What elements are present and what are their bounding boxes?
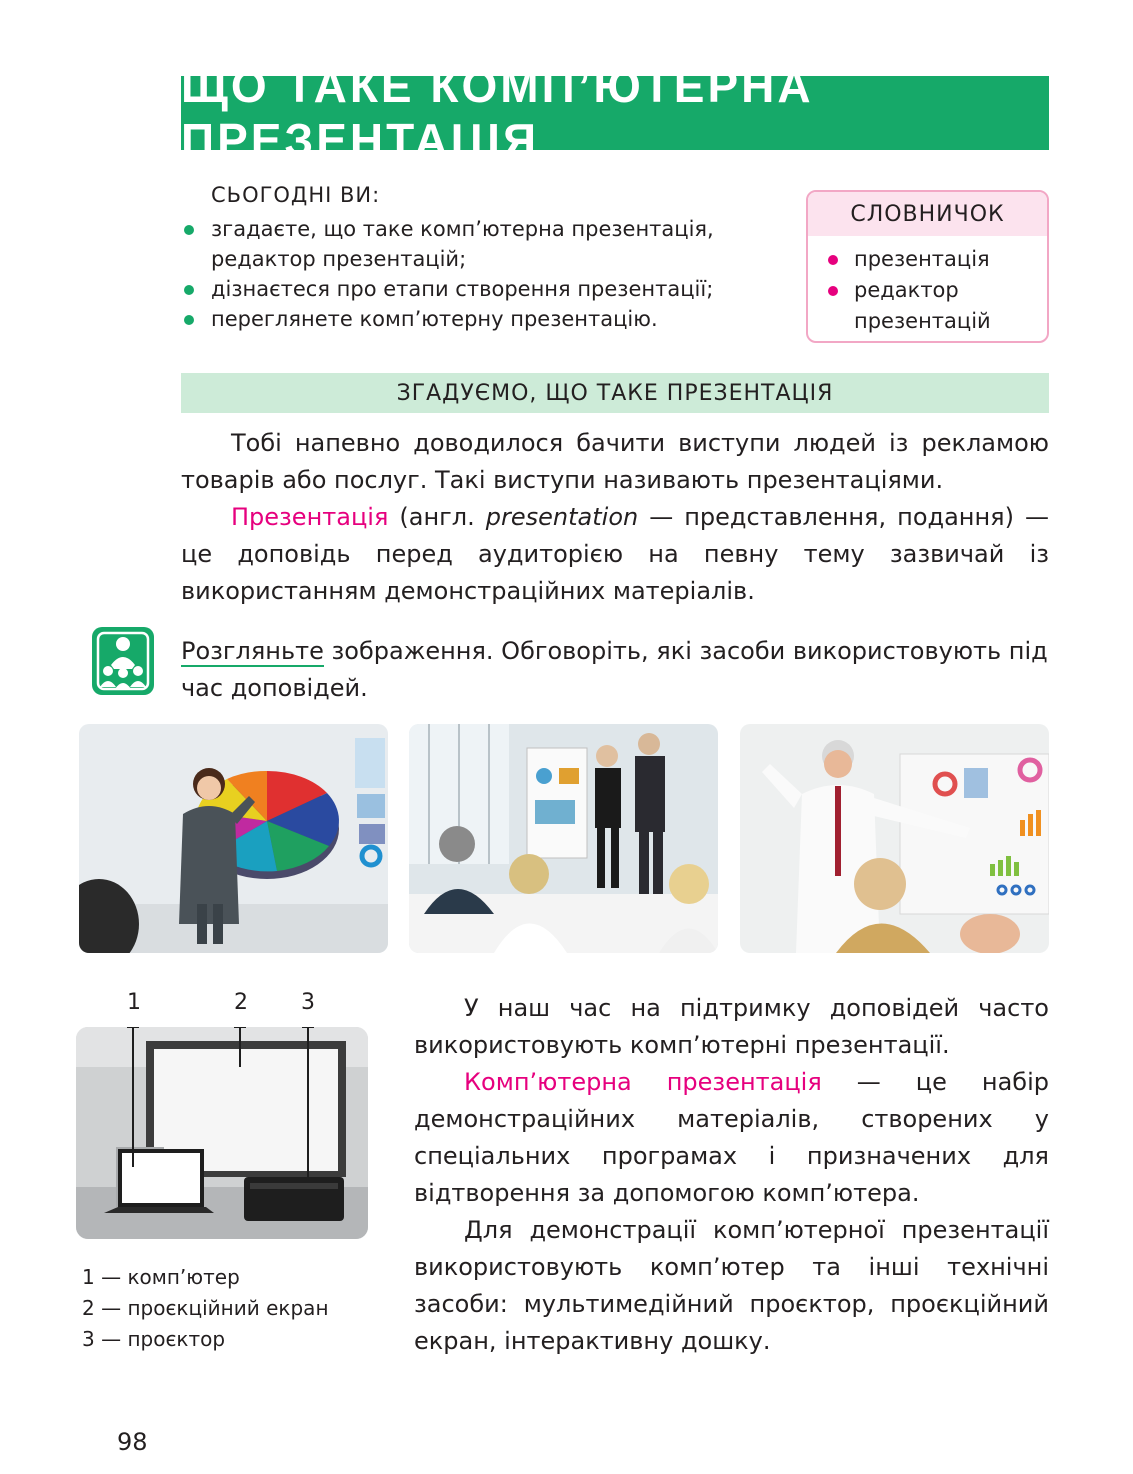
glossary-list [808,236,1047,337]
glossary-box [806,190,1049,343]
english-word: presentation [485,503,639,531]
objectives-heading: СЬОГОДНІ ВИ: [211,183,381,207]
diagram-legend [82,1262,329,1355]
term-computer-presentation: Комп’ютерна презентація [464,1068,822,1096]
photo-presenter-pie-chart [79,724,388,953]
section-heading: ЗГАДУЄМО, ЩО ТАКЕ ПРЕЗЕНТАЦІЯ [181,373,1049,413]
glossary-heading: СЛОВНИЧОК [808,192,1047,236]
objective-item: дізнаєтеся про етапи створення презентації; [181,274,771,304]
intro-text: (англ. [388,503,486,531]
intro-paragraph-2 [181,499,1049,610]
task-verb: Розгляньте [181,637,324,665]
today-objectives [181,180,771,334]
right-paragraph-3 [414,1212,1049,1360]
glossary-item: редактор презентацій [826,275,1037,337]
right-paragraph-1 [414,990,1049,1064]
objectives-list [181,214,771,334]
objective-item: переглянете комп’ютерну презентацію. [181,304,771,334]
task-rest: зображення. Обговоріть, які засоби використовують під час доповідей. [181,637,1048,702]
page-number: 98 [117,1428,148,1456]
glossary-item: презентація [826,244,1037,275]
intro-text: — представлення, подання) — це доповідь перед аудиторією на певну тему зазвичай із використанням демонстраційних матеріалів. [181,503,1049,605]
photo-speaker-charts [740,724,1049,953]
photo-meeting-flipchart [409,724,718,953]
right-text: — це набір демонстраційних матеріалів, створених у спеціальних програмах і призначених для відтворення за допомогою комп’ютера. [414,1068,1049,1207]
diagram-number-2: 2 [234,990,248,1015]
task-instruction [181,633,1049,707]
right-paragraph-2 [414,1064,1049,1212]
right-text: Для демонстрації комп’ютерної презентації використовують комп’ютер та інші технічні засоби: мультимедійний проєктор, проєкційний екран, інтерактивну дошку. [414,1216,1049,1355]
diagram-number-3: 3 [301,990,315,1015]
intro-text: Тобі напевно доводилося бачити виступи людей із рекламою товарів або послуг. Такі виступи називають презентаціями. [181,429,1049,494]
group-discussion-icon [92,627,154,695]
page-title: ЩО ТАКЕ КОМП’ЮТЕРНА ПРЕЗЕНТАЦІЯ [181,76,1049,150]
legend-item: 1 — комп’ютер [82,1265,240,1289]
right-text: У наш час на підтримку доповідей часто використовують комп’ютерні презентації. [414,994,1049,1059]
equipment-diagram [76,1027,368,1239]
diagram-number-1: 1 [127,990,141,1015]
term-presentation: Презентація [231,503,389,531]
legend-item: 2 — проєкційний екран [82,1296,329,1320]
legend-item: 3 — проєктор [82,1327,226,1351]
objective-item: згадаєте, що таке комп’ютерна презентація, редактор презентацій; [181,214,771,274]
intro-paragraph-1 [181,425,1049,499]
